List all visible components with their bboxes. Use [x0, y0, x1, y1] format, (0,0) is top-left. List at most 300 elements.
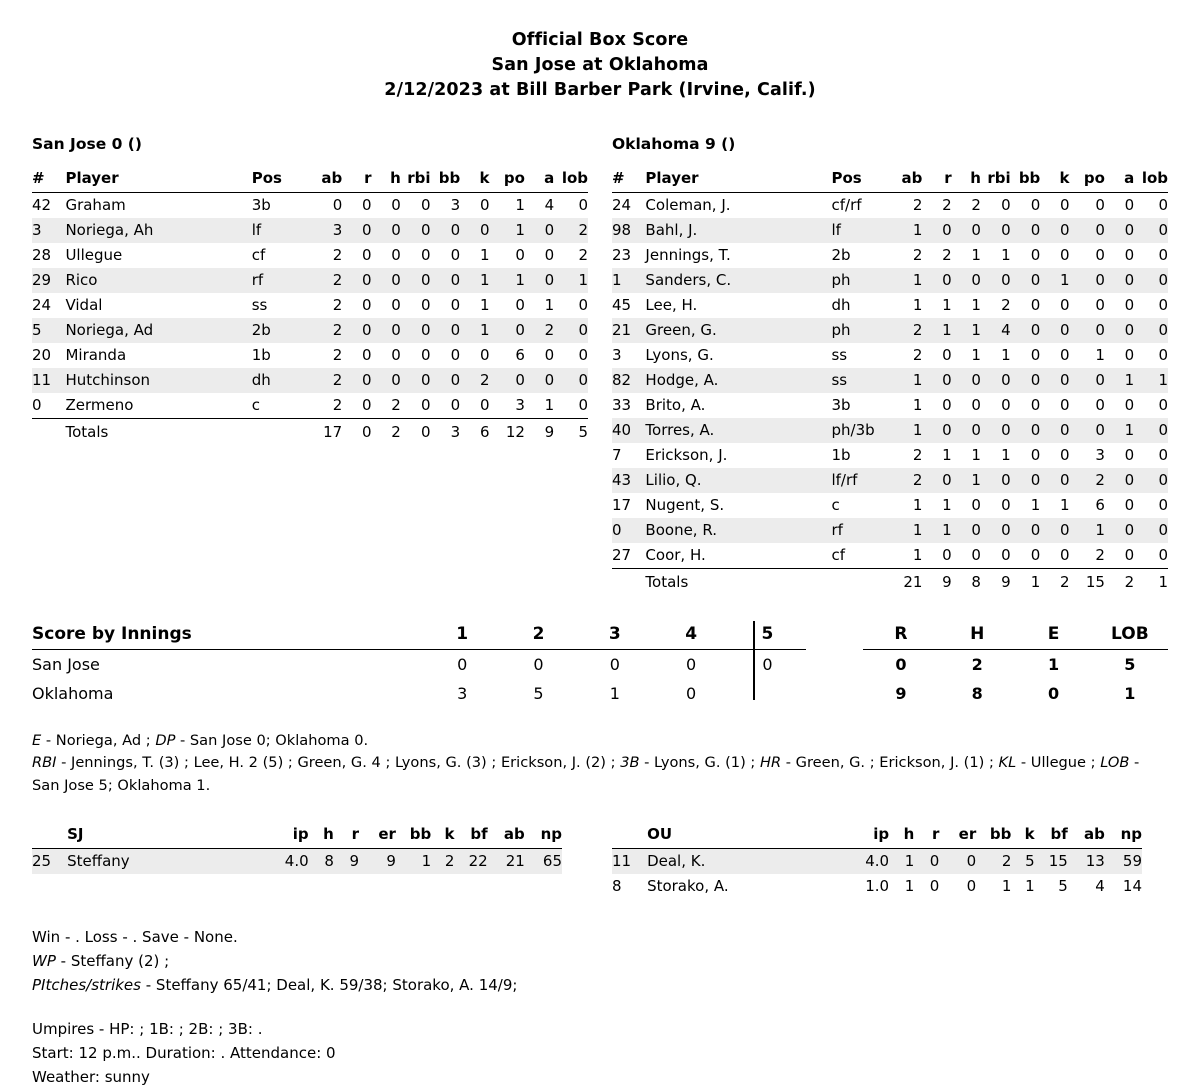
- pitch-col-bb: bb: [396, 823, 431, 849]
- cell-r: 0: [922, 368, 951, 393]
- cell-a: 0: [1105, 518, 1134, 543]
- cell-lob: 1: [554, 268, 588, 293]
- cell-bb: 0: [1030, 195, 1041, 214]
- cell-rbi: 0: [420, 295, 431, 314]
- cell-num: 43: [612, 468, 645, 493]
- notes-dp-text: - San Jose 0; Oklahoma 0.: [175, 731, 369, 749]
- footer-game-info-block: [32, 1017, 1168, 1089]
- pitch-col-h: h: [889, 823, 914, 849]
- cell-po: 0: [1095, 395, 1105, 414]
- notes-hr-text: - Green, G. ; Erickson, J. (1) ;: [781, 754, 999, 772]
- col-header-a: a: [1105, 167, 1134, 193]
- cell-player: Brito, A.: [645, 395, 706, 414]
- footer-wp-line: [32, 949, 1168, 973]
- totals-cell-h: 8: [952, 568, 981, 595]
- cell-num: 98: [612, 218, 645, 243]
- cell-player: Torres, A.: [645, 418, 831, 443]
- pitch-col-er: er: [359, 823, 396, 849]
- cell-ab: 3: [313, 218, 343, 243]
- cell-h: 1: [971, 445, 981, 464]
- pitch-cell-r: 0: [914, 849, 939, 875]
- cell-r: 0: [942, 345, 952, 364]
- col-header-po: po: [1070, 167, 1105, 193]
- cell-a: 0: [544, 345, 555, 364]
- table-row[interactable]: [612, 418, 1168, 443]
- cell-a: 1: [544, 295, 555, 314]
- totals-row: [612, 568, 1168, 595]
- notes-rbi-text: - Jennings, T. (3) ; Lee, H. 2 (5) ; Green, G. 4 ; Lyons, G. (3) ; Erickson, J. (2) ;: [56, 754, 621, 772]
- cell-lob: 0: [1134, 518, 1168, 543]
- notes-label-hr: HR: [759, 754, 782, 772]
- cell-bb: 0: [431, 318, 461, 343]
- totals-cell-po: 15: [1070, 568, 1105, 595]
- cell-h: 1: [971, 345, 981, 364]
- cell-num: 42: [32, 195, 52, 214]
- cell-h: 0: [971, 495, 981, 514]
- cell-a: 0: [1124, 195, 1135, 214]
- col-header-h: h: [371, 167, 400, 193]
- cell-h: 0: [952, 518, 981, 543]
- cell-num: 1: [612, 268, 645, 293]
- cell-num: 24: [32, 295, 52, 314]
- cell-num: 82: [612, 368, 645, 393]
- cell-k: 0: [479, 195, 490, 214]
- cell-a: 0: [544, 245, 555, 264]
- innings-team-name: San Jose: [32, 654, 100, 674]
- cell-player: Sanders, C.: [645, 268, 831, 293]
- table-row[interactable]: [612, 192, 1168, 218]
- innings-cell-4: 0: [686, 683, 697, 703]
- cell-pos: 1b: [251, 345, 271, 364]
- table-row[interactable]: [612, 318, 1168, 343]
- cell-pos: 3b: [831, 395, 851, 414]
- notes-line-errors: [32, 730, 1168, 753]
- cell-k: 0: [1059, 395, 1070, 414]
- cell-a: 1: [1105, 368, 1134, 393]
- cell-po: 0: [1095, 295, 1105, 314]
- pitch-cell-h: 8: [309, 849, 334, 875]
- home-batting-column: [612, 135, 1168, 595]
- notes-line-rbi: [32, 752, 1168, 797]
- pitch-col-er: er: [939, 823, 976, 849]
- cell-player: Graham: [65, 195, 126, 214]
- footer-wp-text: - Steffany (2) ;: [55, 952, 170, 971]
- cell-rbi: 1: [1001, 445, 1011, 464]
- pitching-row[interactable]: [32, 849, 562, 875]
- cell-po: 0: [1070, 418, 1105, 443]
- total-header-r: R: [863, 621, 939, 650]
- innings-cell-5: 0: [762, 654, 773, 674]
- pitch-cell-k: 1: [1025, 877, 1035, 896]
- totals-cell-num: [612, 568, 645, 595]
- pitch-cell-er: 0: [966, 877, 977, 896]
- pitch-cell-bb: 1: [396, 849, 431, 875]
- table-row[interactable]: [612, 218, 1168, 243]
- table-row[interactable]: [612, 243, 1168, 268]
- totals-cell-ab: 17: [313, 418, 343, 445]
- cell-k: 0: [1040, 518, 1069, 543]
- cell-po: 0: [1095, 245, 1105, 264]
- cell-h: 0: [952, 368, 981, 393]
- cell-a: 0: [525, 368, 554, 393]
- cell-k: 1: [479, 245, 490, 264]
- cell-r: 0: [361, 245, 372, 264]
- cell-k: 0: [1040, 218, 1069, 243]
- table-row[interactable]: [32, 192, 588, 218]
- totals-row: [32, 418, 588, 445]
- cell-lob: 0: [1158, 395, 1168, 414]
- cell-r: 1: [922, 518, 951, 543]
- totals-cell-r: 9: [922, 568, 951, 595]
- pitch-cell-ip: 4.0: [850, 849, 889, 875]
- cell-a: 1: [1105, 418, 1134, 443]
- cell-a: 0: [525, 218, 554, 243]
- totals-cell-pos: [252, 418, 313, 445]
- cell-po: 0: [489, 318, 524, 343]
- table-row[interactable]: [612, 543, 1168, 569]
- table-row[interactable]: [32, 393, 588, 419]
- innings-total-r: 0: [895, 654, 907, 674]
- footer-decisions: Win - . Loss - . Save - None.: [32, 928, 238, 947]
- cell-po: 0: [489, 368, 524, 393]
- cell-rbi: 0: [981, 418, 1011, 443]
- col-header-player: Player: [645, 167, 831, 193]
- cell-num: 29: [32, 268, 65, 293]
- cell-k: 0: [1040, 468, 1069, 493]
- innings-cell-1: 0: [457, 654, 468, 674]
- totals-cell-k: 2: [1040, 568, 1069, 595]
- totals-cell-a: 9: [525, 418, 554, 445]
- cell-pos: rf: [252, 268, 313, 293]
- col-header-r: r: [922, 167, 951, 193]
- pitch-cell-np: 59: [1105, 849, 1142, 875]
- cell-po: 1: [489, 268, 524, 293]
- innings-cell-3: 1: [609, 683, 620, 703]
- cell-r: 0: [342, 368, 371, 393]
- cell-pos: ss: [831, 345, 848, 364]
- cell-lob: 0: [1158, 445, 1168, 464]
- cell-num: 3: [32, 218, 65, 243]
- cell-pos: 3b: [251, 195, 271, 214]
- cell-pos: c: [831, 495, 840, 514]
- cell-rbi: 0: [1001, 495, 1011, 514]
- cell-a: 2: [525, 318, 554, 343]
- cell-rbi: 0: [401, 268, 431, 293]
- pitching-header-row: [32, 823, 562, 849]
- col-header-rbi: rbi: [981, 167, 1011, 193]
- cell-lob: 2: [578, 245, 588, 264]
- innings-total-lob: 1: [1124, 683, 1136, 703]
- totals-cell-h: 2: [371, 418, 400, 445]
- totals-cell-lob: 5: [554, 418, 588, 445]
- innings-cell-4: 0: [686, 654, 697, 674]
- cell-ab: 2: [912, 195, 923, 214]
- notes-lob-text: - San Jose 5; Oklahoma 1.: [32, 754, 1140, 794]
- cell-k: 0: [1040, 318, 1069, 343]
- cell-a: 0: [1124, 395, 1135, 414]
- pitch-col-ip: ip: [270, 823, 309, 849]
- pitch-col-k: k: [431, 823, 454, 849]
- cell-pos: 2b: [252, 318, 313, 343]
- cell-player: Boone, R.: [645, 518, 831, 543]
- cell-rbi: 0: [981, 268, 1011, 293]
- notes-label-rbi: RBI: [32, 754, 57, 772]
- pitch-cell-h: 1: [904, 877, 915, 896]
- cell-po: 2: [1070, 468, 1105, 493]
- footer-decisions-block: [32, 925, 1168, 997]
- away-batting-body: [32, 192, 588, 445]
- cell-ab: 2: [912, 345, 923, 364]
- cell-player: Bahl, J.: [645, 218, 831, 243]
- cell-k: 0: [1059, 345, 1070, 364]
- cell-po: 1: [489, 218, 524, 243]
- innings-total-h: 8: [971, 683, 983, 703]
- col-header-r: r: [342, 167, 371, 193]
- col-header-player: Player: [65, 167, 251, 193]
- cell-ab: 1: [893, 268, 923, 293]
- cell-player: Ullegue: [65, 245, 123, 264]
- pitch-col-r: r: [914, 823, 939, 849]
- cell-k: 0: [479, 345, 490, 364]
- notes-label-e: E: [32, 731, 42, 749]
- cell-rbi: 4: [981, 318, 1011, 343]
- innings-total-lob: 5: [1124, 654, 1136, 674]
- col-header-h: h: [952, 167, 981, 193]
- footer-weather: Weather: sunny: [32, 1068, 150, 1087]
- table-row[interactable]: [612, 493, 1168, 518]
- cell-bb: 0: [431, 268, 461, 293]
- cell-player: Nugent, S.: [645, 495, 725, 514]
- cell-player: Noriega, Ah: [65, 218, 251, 243]
- cell-num: 0: [32, 395, 42, 414]
- totals-cell-bb: 3: [431, 418, 461, 445]
- pitch-cell-r: 0: [929, 877, 940, 896]
- cell-rbi: 0: [420, 395, 431, 414]
- game-notes: [32, 730, 1168, 798]
- totals-cell-lob: 1: [1134, 568, 1168, 595]
- cell-pos: lf: [252, 218, 313, 243]
- cell-a: 4: [544, 195, 555, 214]
- pitch-col-ab: ab: [1068, 823, 1105, 849]
- score-by-innings-table: [32, 621, 1168, 708]
- pitch-col-team: OU: [647, 823, 850, 849]
- cell-rbi: 0: [981, 468, 1011, 493]
- cell-ab: 2: [332, 295, 343, 314]
- cell-num: 21: [612, 318, 645, 343]
- cell-po: 2: [1095, 545, 1105, 564]
- cell-num: 17: [612, 495, 632, 514]
- innings-row: [32, 679, 1168, 708]
- pitch-col-bf: bf: [1035, 823, 1068, 849]
- cell-ab: 2: [893, 318, 923, 343]
- totals-cell-ab: 21: [893, 568, 923, 595]
- innings-cell-5: [729, 679, 805, 708]
- away-batting-column: [32, 135, 588, 445]
- cell-h: 1: [952, 468, 981, 493]
- notes-3b-text: - Lyons, G. (1) ;: [639, 754, 760, 772]
- table-row[interactable]: [32, 243, 588, 268]
- cell-num: 3: [612, 345, 622, 364]
- cell-rbi: 2: [1001, 295, 1011, 314]
- totals-cell-a: 2: [1105, 568, 1134, 595]
- notes-label-dp: DP: [155, 731, 176, 749]
- cell-h: 0: [971, 545, 981, 564]
- cell-bb: 0: [450, 245, 461, 264]
- table-row[interactable]: [612, 518, 1168, 543]
- cell-a: 0: [1105, 268, 1134, 293]
- innings-cell-2: 5: [533, 683, 544, 703]
- home-team-heading: Oklahoma 9 (): [612, 134, 736, 153]
- inning-header-2: 2: [500, 621, 576, 650]
- table-row[interactable]: [32, 368, 588, 393]
- cell-bb: 0: [1030, 445, 1041, 464]
- cell-h: 0: [391, 245, 401, 264]
- table-row[interactable]: [32, 343, 588, 368]
- pitching-row[interactable]: [612, 849, 1142, 875]
- cell-player: Coleman, J.: [645, 195, 731, 214]
- cell-h: 1: [971, 295, 981, 314]
- pitch-cell-er: 0: [939, 849, 976, 875]
- innings-total-r: 9: [895, 683, 907, 703]
- innings-gap-cell: [806, 649, 863, 679]
- cell-lob: 2: [554, 218, 588, 243]
- cell-pos: rf: [831, 518, 892, 543]
- cell-k: 0: [1059, 245, 1070, 264]
- pitch-cell-num: 25: [32, 849, 67, 875]
- cell-num: 7: [612, 445, 622, 464]
- cell-po: 0: [515, 295, 525, 314]
- cell-h: 2: [971, 195, 981, 214]
- cell-r: 1: [942, 295, 952, 314]
- cell-k: 1: [460, 318, 489, 343]
- innings-gap-cell: [806, 679, 863, 708]
- table-row[interactable]: [612, 443, 1168, 468]
- cell-num: 0: [612, 518, 645, 543]
- footer-start: Start: 12 p.m.. Duration: . Attendance: 0: [32, 1044, 336, 1063]
- table-row[interactable]: [612, 293, 1168, 318]
- notes-label-kl: KL: [998, 754, 1017, 772]
- cell-pos: ss: [251, 295, 268, 314]
- title-line-1: Official Box Score: [511, 30, 689, 50]
- cell-pos: 1b: [831, 445, 851, 464]
- pitch-col-np: np: [525, 823, 562, 849]
- cell-num: 33: [612, 395, 632, 414]
- notes-e-text: - Noriega, Ad ;: [41, 731, 156, 749]
- cell-player: Erickson, J.: [645, 445, 728, 464]
- cell-bb: 0: [431, 218, 461, 243]
- cell-player: Vidal: [65, 295, 103, 314]
- cell-rbi: 0: [420, 345, 431, 364]
- pitching-row[interactable]: [612, 874, 1142, 899]
- cell-pos: lf/rf: [831, 468, 892, 493]
- col-header-bb: bb: [431, 167, 461, 193]
- cell-r: 0: [942, 395, 952, 414]
- cell-h: 0: [952, 268, 981, 293]
- table-row[interactable]: [612, 368, 1168, 393]
- cell-player: Lilio, Q.: [645, 468, 831, 493]
- cell-k: 1: [1040, 268, 1069, 293]
- cell-pos: ph/3b: [831, 418, 892, 443]
- inning-header-3: 3: [577, 621, 653, 650]
- cell-r: 0: [942, 545, 952, 564]
- cell-po: 1: [1095, 345, 1105, 364]
- pitch-cell-np: 65: [525, 849, 562, 875]
- cell-player: Hutchinson: [65, 368, 251, 393]
- totals-cell-r: 0: [342, 418, 371, 445]
- away-pitching-body: [32, 849, 562, 875]
- cell-r: 0: [922, 268, 951, 293]
- cell-k: 1: [460, 268, 489, 293]
- pitch-col-number: [612, 823, 647, 849]
- cell-ab: 1: [893, 518, 923, 543]
- col-header-ab: ab: [893, 167, 923, 193]
- pitch-cell-bf: 15: [1035, 849, 1068, 875]
- cell-player: Green, G.: [645, 318, 831, 343]
- col-header-ab: ab: [313, 167, 343, 193]
- table-row[interactable]: [32, 268, 588, 293]
- cell-rbi: 0: [981, 368, 1011, 393]
- cell-bb: 0: [450, 295, 461, 314]
- title-line-3: 2/12/2023 at Bill Barber Park (Irvine, Calif.): [384, 79, 816, 100]
- cell-player: Lyons, G.: [645, 345, 714, 364]
- cell-h: 1: [952, 318, 981, 343]
- footer-pitches-text: - Steffany 65/41; Deal, K. 59/38; Storako, A. 14/9;: [140, 976, 518, 995]
- home-pitching-table: [612, 823, 1142, 899]
- cell-lob: 1: [1134, 368, 1168, 393]
- innings-cell-3: 0: [609, 654, 620, 674]
- table-row[interactable]: [612, 343, 1168, 368]
- cell-lob: 0: [578, 195, 588, 214]
- innings-header-row: [32, 621, 1168, 650]
- cell-k: 0: [1040, 418, 1069, 443]
- pitch-cell-num: 11: [612, 849, 647, 875]
- cell-bb: 0: [1030, 395, 1041, 414]
- cell-rbi: 0: [420, 245, 431, 264]
- totals-cell-bb: 1: [1011, 568, 1041, 595]
- pitch-cell-r: 9: [334, 849, 359, 875]
- table-row[interactable]: [612, 393, 1168, 418]
- cell-a: 0: [1124, 495, 1135, 514]
- cell-pos: cf: [831, 545, 846, 564]
- innings-gap: [806, 621, 863, 650]
- col-header-pos: Pos: [831, 167, 892, 193]
- cell-player: Noriega, Ad: [65, 318, 251, 343]
- inning-header-1: 1: [424, 621, 500, 650]
- cell-player: Rico: [65, 268, 251, 293]
- cell-bb: 0: [1011, 468, 1041, 493]
- cell-k: 0: [479, 395, 490, 414]
- table-row[interactable]: [612, 268, 1168, 293]
- cell-bb: 0: [1030, 545, 1041, 564]
- table-row[interactable]: [32, 218, 588, 243]
- footer-umpires: Umpires - HP: ; 1B: ; 2B: ; 3B: .: [32, 1020, 263, 1039]
- cell-player: Miranda: [65, 345, 127, 364]
- cell-ab: 2: [893, 468, 923, 493]
- cell-pos: ss: [831, 368, 892, 393]
- cell-r: 0: [342, 268, 371, 293]
- cell-a: 0: [1124, 245, 1135, 264]
- innings-divider: [753, 621, 755, 700]
- totals-cell-rbi: 9: [981, 568, 1011, 595]
- table-row[interactable]: [32, 293, 588, 318]
- cell-lob: 0: [554, 368, 588, 393]
- cell-bb: 0: [431, 368, 461, 393]
- table-row[interactable]: [612, 468, 1168, 493]
- cell-po: 3: [515, 395, 525, 414]
- col-header-a: a: [525, 167, 554, 193]
- totals-cell-player: Totals: [645, 568, 831, 595]
- table-row[interactable]: [32, 318, 588, 343]
